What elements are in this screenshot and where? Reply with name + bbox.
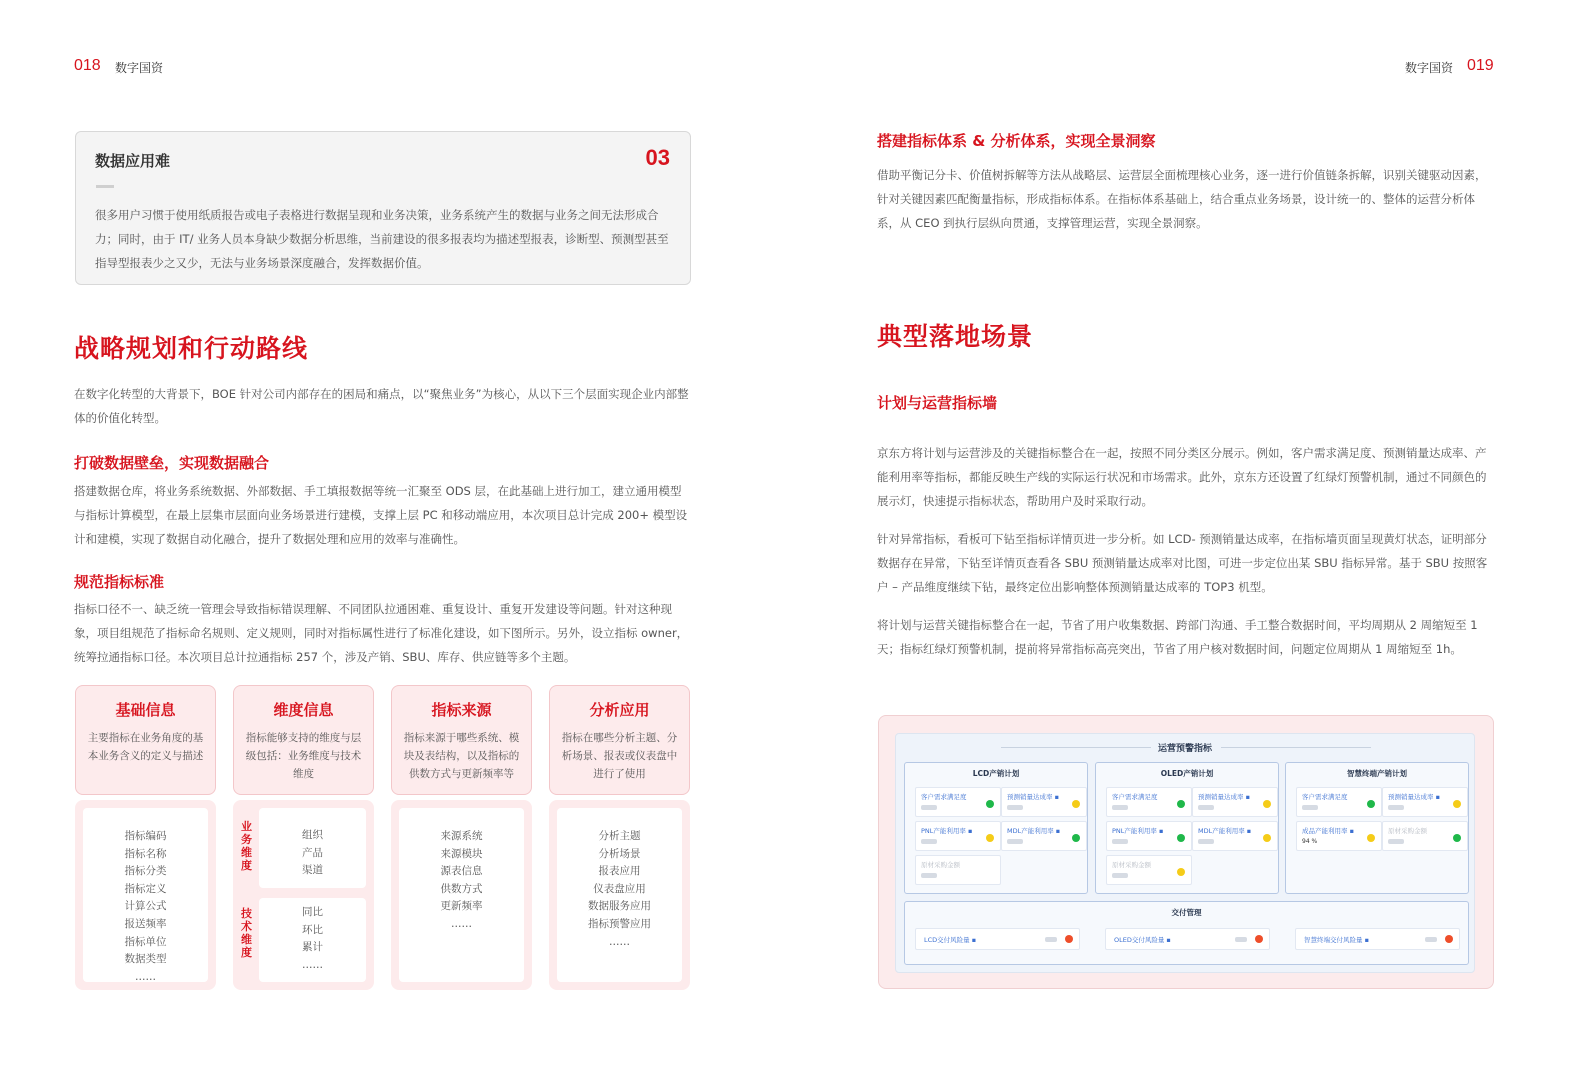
delivery-kpi[interactable] [915, 928, 1080, 950]
list-item: 供数方式 [440, 882, 483, 895]
kpi-card[interactable] [915, 855, 1001, 885]
kpi-label: 原材采购金额 [1388, 827, 1427, 835]
kpi-card[interactable] [1296, 821, 1382, 851]
panel-delivery [904, 901, 1469, 965]
kpi-label: PNL产能利用率 ▪ [921, 827, 973, 835]
list-item: 环比 [302, 923, 323, 936]
list-item: 指标定义 [124, 882, 167, 895]
card-item-list [557, 808, 682, 982]
card-title: 基础信息 [115, 701, 176, 719]
kpi-card[interactable] [1192, 787, 1278, 817]
kpi-label: LCD交付风险量 ▪ [924, 936, 977, 944]
list-item: 仪表盘应用 [593, 882, 646, 895]
section2-text: 指标口径不一、缺乏统一管理会导致指标错误理解、不同团队拉通困难、重复设计、重复开发建设等问题。针对这种现象，项目组规范了指标命名规则、定义规则，同时对指标属性进行了标准化建设，如下图所示。另外，设立指标 owner，统筹拉通指标口径。本次项目总计拉通指标 257 个，涉及产销、SBU、库存、供应链等多个主题。 [74, 602, 689, 664]
card-source-items [391, 800, 532, 990]
scenario-para-3: 将计划与运营关键指标整合在一起，节省了用户收集数据、跨部门沟通、手工整合数据时间，平均周期从 2 周缩短至 1 天；指标红绿灯预警机制，提前将异常指标高亮突出，节省了用户核对数据时间，问题定位周期从 1 周缩短至 1h。 [877, 618, 1478, 656]
kpi-card[interactable] [1192, 821, 1278, 851]
list-item: 数据类型 [124, 953, 167, 966]
business-dimension-label: 业务维度 [241, 820, 252, 872]
tech-dimension-list [259, 898, 366, 982]
card-title: 分析应用 [589, 701, 650, 719]
list-item: 指标预警应用 [588, 917, 651, 930]
status-light-icon [986, 800, 994, 808]
panel-title: 智慧终端产销计划 [1347, 769, 1407, 778]
kpi-value [1388, 839, 1404, 844]
status-light-icon [1065, 935, 1073, 943]
list-item: …… [451, 917, 472, 930]
kpi-card[interactable] [1296, 787, 1382, 817]
kpi-label: PNL产能利用率 ▪ [1112, 827, 1164, 835]
status-light-icon [1453, 834, 1461, 842]
kpi-value [1425, 937, 1437, 942]
left-intro: 在数字化转型的大背景下，BOE 针对公司内部存在的困局和痛点，以“聚焦业务”为核心，从以下三个层面实现企业内部整体的价值化转型。 [74, 387, 689, 425]
right-heading: 典型落地场景 [877, 322, 1034, 351]
list-item: 计算公式 [124, 900, 167, 913]
kpi-value [1235, 937, 1247, 942]
kpi-label: MDL产能利用率 ▪ [1198, 827, 1252, 835]
list-item: 指标单位 [124, 935, 167, 948]
list-item: 来源模块 [440, 847, 483, 860]
status-light-icon [1072, 834, 1080, 842]
kpi-label: 预测销量达成率 ▪ [1007, 793, 1059, 801]
card-desc: 指标在哪些分析主题、分析场景、报表或仪表盘中进行了使用 [561, 732, 678, 780]
list-item: 累计 [302, 941, 323, 954]
status-light-icon [1453, 800, 1461, 808]
list-item: 指标名称 [124, 847, 167, 860]
list-item: 报表应用 [598, 865, 641, 878]
kpi-card[interactable] [915, 787, 1001, 817]
card-dimension-info [233, 685, 374, 795]
section1-title: 打破数据壁垒，实现数据融合 [74, 454, 270, 472]
card-basic-info-items [75, 800, 216, 990]
panel-lcd [904, 762, 1088, 894]
kpi-value [1045, 937, 1057, 942]
dashboard-title: 运营预警指标 [1157, 744, 1212, 754]
kpi-label: 成品产能利用率 ▪ [1302, 827, 1354, 835]
list-item: 报送频率 [124, 917, 167, 930]
kpi-value: 94 % [1302, 838, 1318, 845]
kpi-value [1112, 805, 1128, 810]
card-basic-info [75, 685, 216, 795]
kpi-value [1198, 805, 1214, 810]
card-desc: 指标能够支持的维度与层级包括：业务维度与技术维度 [245, 732, 362, 780]
kpi-card[interactable] [1382, 821, 1468, 851]
kpi-label: 原材采购金额 [921, 861, 960, 869]
panel-oled [1095, 762, 1279, 894]
kpi-value [1007, 805, 1023, 810]
tech-dimension-label: 技术维度 [241, 907, 252, 959]
left-magazine-name: 数字国资 [115, 61, 164, 75]
left-heading: 战略规划和行动路线 [74, 334, 309, 363]
section1-text: 搭建数据仓库，将业务系统数据、外部数据、手工填报数据等统一汇聚至 ODS 层，在此基础上进行加工，建立通用模型与指标计算模型，在最上层集市层面向业务场景进行建模，支撑上层 PC 和移动端应用，本次项目总计完成 200+ 模型设计和建模，实现了数据自动化融合，提升了数据处理和应用的效率与准确性。 [74, 484, 688, 546]
kpi-value [1007, 839, 1023, 844]
dashboard-screenshot [878, 715, 1494, 989]
left-page-number: 018 [74, 57, 101, 74]
panel-smart-terminal [1285, 762, 1469, 894]
panel-title: 交付管理 [1171, 908, 1202, 917]
kpi-value [1198, 839, 1214, 844]
status-light-icon [986, 834, 994, 842]
card-desc: 主要指标在业务角度的基本业务含义的定义与描述 [87, 732, 204, 762]
card-title: 维度信息 [273, 701, 334, 719]
list-item: 数据服务应用 [588, 900, 651, 913]
card-analysis [549, 685, 690, 795]
title-divider [1221, 747, 1371, 748]
panel-title: LCD产销计划 [972, 769, 1020, 778]
list-item: 分析主题 [598, 830, 641, 842]
card-dimension-items [233, 800, 374, 990]
kpi-label: 预测销量达成率 ▪ [1388, 793, 1440, 801]
kpi-label: MDL产能利用率 ▪ [1007, 827, 1061, 835]
status-light-icon [1263, 800, 1271, 808]
list-item: 渠道 [302, 864, 323, 877]
scenario-para-2: 针对异常指标，看板可下钻至指标详情页进一步分析。如 LCD- 预测销量达成率，在指标墙页面呈现黄灯状态，证明部分数据存在异常，下钻至详情页查看各 SBU 预测销量达成率对比图，可进一步定位出某 SBU 指标异常。基于 SBU 按照客户 – 产品维度继续下钻，最终定位出影响整体预测销量达成率的 TOP3 机型。 [877, 532, 1488, 594]
status-light-icon [1445, 935, 1453, 943]
card-source [391, 685, 532, 795]
scenario-para-1: 京东方将计划与运营涉及的关键指标整合在一起，按照不同分类区分展示。例如，客户需求满足度、预测销量达成率、产能利用率等指标，都能反映生产线的实际运行状况和市场需求。此外，京东方还设置了红绿灯预警机制，通过不同颜色的展示灯，快速提示指标状态，帮助用户及时采取行动。 [877, 446, 1487, 508]
list-item: …… [135, 970, 156, 983]
right-magazine-name: 数字国资 [1405, 61, 1454, 75]
kpi-value [1112, 839, 1128, 844]
kpi-card[interactable] [1001, 821, 1087, 851]
kpi-value [921, 839, 937, 844]
kpi-label: 客户需求满足度 [921, 793, 967, 801]
kpi-label: 客户需求满足度 [1112, 793, 1158, 801]
right-top-text: 借助平衡记分卡、价值树拆解等方法从战略层、运营层全面梳理核心业务，逐一进行价值链条拆解，识别关键驱动因素，针对关键因素匹配衡量指标，形成指标体系。在指标体系基础上，结合重点业务场景，设计统一的、整体的运营分析体系，从 CEO 到执行层纵向贯通，支撑管理运营，实现全景洞察。 [877, 168, 1487, 230]
info-box-title: 数据应用难 [95, 152, 171, 170]
info-box-text: 很多用户习惯于使用纸质报告或电子表格进行数据呈现和业务决策，业务系统产生的数据与业务之间无法形成合力；同时，由于 IT/ 业务人员本身缺少数据分析思维，当前建设的很多报表均为描述型报表，诊断型、预测型甚至指导型报表少之又少，无法与业务场景深度融合，发挥数据价值。 [95, 208, 669, 270]
kpi-label: 原材采购金额 [1112, 861, 1151, 869]
kpi-label: OLED交付风险量 ▪ [1114, 936, 1171, 944]
status-light-icon [1255, 935, 1263, 943]
scenario-title: 计划与运营指标墙 [877, 394, 998, 412]
kpi-card[interactable] [1106, 855, 1192, 885]
status-light-icon [1263, 834, 1271, 842]
list-item: 产品 [302, 846, 323, 859]
kpi-value [1388, 805, 1404, 810]
list-item: …… [609, 935, 630, 948]
card-analysis-items [549, 800, 690, 990]
kpi-card[interactable] [915, 821, 1001, 851]
info-box-number: 03 [645, 145, 670, 170]
list-item: …… [302, 958, 323, 971]
dashboard [895, 733, 1475, 973]
kpi-value [921, 873, 937, 878]
card-desc: 指标来源于哪些系统、模块及表结构，以及指标的供数方式与更新频率等 [403, 732, 520, 780]
kpi-value [921, 805, 937, 810]
status-light-icon [1177, 834, 1185, 842]
card-title: 指标来源 [431, 701, 492, 719]
kpi-card[interactable] [1001, 787, 1087, 817]
status-light-icon [1072, 800, 1080, 808]
list-item: 指标分类 [124, 865, 167, 878]
kpi-label: 智慧终端交付风险量 ▪ [1304, 936, 1369, 944]
kpi-value [1302, 805, 1318, 810]
list-item: 组织 [302, 829, 323, 841]
business-dimension-list [259, 808, 366, 888]
status-light-icon [1367, 800, 1375, 808]
kpi-card[interactable] [1106, 787, 1192, 817]
kpi-card[interactable] [1382, 787, 1468, 817]
card-item-list [399, 808, 524, 982]
info-box [75, 131, 691, 285]
list-item: 指标编码 [124, 830, 167, 842]
list-item: 更新频率 [440, 900, 483, 913]
delivery-kpi[interactable] [1105, 928, 1270, 950]
status-light-icon [1367, 834, 1375, 842]
status-light-icon [1177, 868, 1185, 876]
list-item: 源表信息 [440, 865, 483, 878]
list-item: 分析场景 [598, 847, 641, 860]
right-page-number: 019 [1467, 57, 1494, 74]
panel-title: OLED产销计划 [1160, 769, 1214, 778]
kpi-label: 预测销量达成率 ▪ [1198, 793, 1250, 801]
right-top-title: 搭建指标体系 & 分析体系，实现全景洞察 [877, 132, 1156, 150]
info-box-divider [96, 185, 114, 188]
list-item: 来源系统 [440, 830, 483, 842]
section2-title: 规范指标标准 [74, 573, 165, 591]
kpi-card[interactable] [1106, 821, 1192, 851]
kpi-label: 客户需求满足度 [1302, 793, 1348, 801]
status-light-icon [1177, 800, 1185, 808]
delivery-kpi[interactable] [1295, 928, 1460, 950]
card-item-list [83, 808, 208, 982]
kpi-value [1112, 873, 1128, 878]
list-item: 同比 [302, 906, 323, 918]
